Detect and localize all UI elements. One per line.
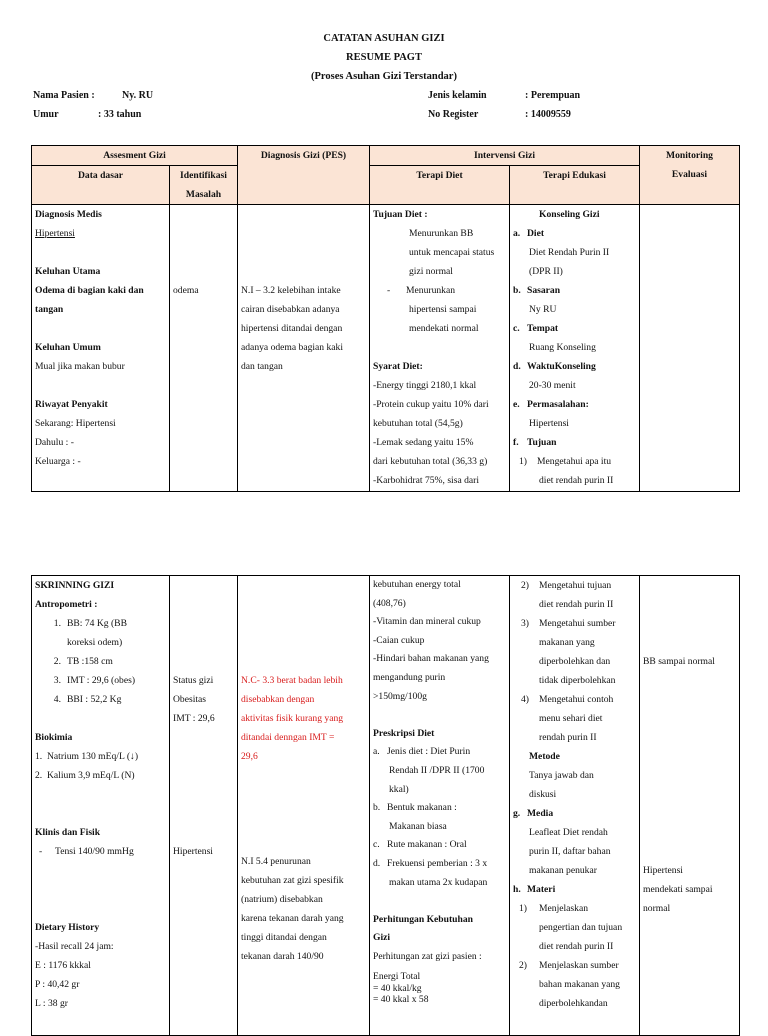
text-line: Perhitungan zat gizi pasien : xyxy=(373,950,482,962)
text-line: Odema di bagian kaki dan xyxy=(35,285,144,296)
evaluasi-label: Evaluasi xyxy=(671,169,708,180)
text-line: = 40 kkal/kg xyxy=(373,983,422,995)
text-line: Riwayat Penyakit xyxy=(35,399,108,410)
text-line: E : 1176 kkkal xyxy=(35,960,91,971)
text-line: Klinis dan Fisik xyxy=(35,827,101,838)
text-line: ditandai denngan IMT = xyxy=(241,732,335,743)
text-line: Keluhan Utama xyxy=(35,266,101,277)
diagnosis-cell xyxy=(238,205,370,492)
text-line: 3) Mengetahui sumber xyxy=(521,618,616,629)
text-line: Ny RU xyxy=(529,304,557,315)
terapi-diet-cell xyxy=(370,205,510,492)
text-line: hipertensi sampai xyxy=(409,304,477,315)
text-line: normal xyxy=(643,903,671,914)
text-line: 2. Kalium 3,9 mEq/L (N) xyxy=(35,770,135,781)
text-line: Diagnosis Medis xyxy=(35,209,102,220)
text-line: rendah purin II xyxy=(539,732,597,743)
diagnosis-header: Diagnosis Gizi (PES) xyxy=(238,146,370,205)
text-line: Diet Rendah Purin II xyxy=(529,247,610,258)
text-line: P : 40,42 gr xyxy=(35,979,80,990)
text-line: odema xyxy=(173,285,199,296)
text-line: -Vitamin dan mineral cukup xyxy=(373,616,481,628)
text-line: a. Jenis diet : Diet Purin xyxy=(373,746,471,758)
text-line: Ruang Konseling xyxy=(529,342,596,353)
text-line: 1. BB: 74 Kg (BB xyxy=(53,618,127,629)
text-line: 1. Natrium 130 mEq/L (↓) xyxy=(35,751,139,762)
patient-name-value: Ny. RU xyxy=(122,90,154,101)
text-line: Sekarang: Hipertensi xyxy=(35,418,116,429)
text-line: Dietary History xyxy=(35,922,100,933)
text-line: tidak diperbolehkan xyxy=(539,675,616,686)
monitoring-cell xyxy=(640,205,740,492)
identifikasi-label-2: Masalah xyxy=(185,189,222,200)
text-line: Leafleat Diet rendah xyxy=(529,827,608,838)
patient-sex-label: Jenis kelamin xyxy=(428,90,487,101)
patient-age-value: : 33 tahun xyxy=(98,109,142,120)
patient-age-label: Umur xyxy=(33,109,59,120)
text-line: Keluhan Umum xyxy=(35,342,101,353)
text-line: kkal) xyxy=(389,783,409,795)
form-title: CATATAN ASUHAN GIZI xyxy=(323,33,445,44)
text-line xyxy=(35,243,166,262)
text-line: tekanan darah 140/90 xyxy=(241,951,324,962)
text-line: N.I – 3.2 kelebihan intake xyxy=(241,285,341,296)
text-line: Energi Total xyxy=(373,971,421,983)
text-line: mendekati sampai xyxy=(643,884,713,895)
text-line: BB sampai normal xyxy=(643,656,715,667)
text-line: Preskripsi Diet xyxy=(373,727,435,739)
text-line: mendekati normal xyxy=(409,323,479,334)
monitoring-cell xyxy=(640,576,740,1036)
text-line: (natrium) disebabkan xyxy=(241,894,323,905)
form-subtitle-2: (Proses Asuhan Gizi Terstandar) xyxy=(311,71,457,82)
text-line: Rendah II /DPR II (1700 xyxy=(389,764,485,776)
text-line: Gizi xyxy=(373,932,391,944)
text-line xyxy=(35,319,166,338)
text-line: 2) Menjelaskan sumber xyxy=(519,960,619,971)
text-line: Hipertensi xyxy=(529,418,569,429)
text-line: Biokimia xyxy=(35,732,73,743)
text-line: d. WaktuKonseling xyxy=(513,361,596,372)
text-line: Antropometri : xyxy=(35,599,98,610)
text-line: koreksi odem) xyxy=(67,637,123,648)
text-line: Hipertensi xyxy=(173,846,213,857)
text-line: 20-30 menit xyxy=(529,380,576,391)
text-line: makanan penukar xyxy=(529,865,597,876)
identifikasi-cell xyxy=(170,205,238,492)
text-line: tangan xyxy=(35,304,64,315)
text-line: b. Sasaran xyxy=(513,285,561,296)
text-line: Hipertensi xyxy=(643,865,683,876)
text-line: -Protein cukup yaitu 10% dari xyxy=(373,399,489,410)
data-dasar-cell xyxy=(32,205,170,492)
text-line: b. Bentuk makanan : xyxy=(373,802,457,814)
text-line: cairan disebabkan adanya xyxy=(241,304,340,315)
text-line: Tanya jawab dan xyxy=(529,770,594,781)
text-line: f. Tujuan xyxy=(513,437,557,448)
text-line: tinggi ditandai dengan xyxy=(241,932,327,943)
identifikasi-header xyxy=(170,166,238,205)
text-line: aktivitas fisik kurang yang xyxy=(241,713,344,724)
text-line: IMT : 29,6 xyxy=(173,713,215,724)
text-line: Status gizi xyxy=(173,675,214,686)
text-line: d. Frekuensi pemberian : 3 x xyxy=(373,857,488,869)
text-line: -Hindari bahan makanan yang xyxy=(373,653,489,665)
text-line: diet rendah purin II xyxy=(539,475,614,486)
terapi-edukasi-cell xyxy=(510,205,640,492)
text-line xyxy=(35,376,166,395)
pagt-table-page-2 xyxy=(31,575,740,1036)
text-line: mengandung purin xyxy=(373,671,446,683)
text-line: Obesitas xyxy=(173,694,207,705)
text-line: -Karbohidrat 75%, sisa dari xyxy=(373,475,480,486)
text-line: SKRINNING GIZI xyxy=(35,580,115,591)
terapi-diet-header: Terapi Diet xyxy=(370,166,510,205)
text-line: menu sehari diet xyxy=(539,713,603,724)
identifikasi-label-1: Identifikasi xyxy=(180,170,227,181)
monitoring-label: Monitoring xyxy=(666,150,713,161)
text-line: makan utama 2x kudapan xyxy=(389,876,488,888)
text-line: diet rendah purin II xyxy=(539,599,614,610)
patient-register-label: No Register xyxy=(428,109,479,120)
pagt-table-page-1 xyxy=(31,145,740,492)
monitoring-header xyxy=(640,146,740,205)
patient-sex-value: : Perempuan xyxy=(525,90,581,101)
text-line: >150mg/100g xyxy=(373,690,427,702)
text-line: c. Rute makanan : Oral xyxy=(373,839,467,851)
text-line: 29,6 xyxy=(241,751,258,762)
terapi-edukasi-header: Terapi Edukasi xyxy=(510,166,640,205)
text-line: -Caian cukup xyxy=(373,634,425,646)
text-line: g. Media xyxy=(513,808,554,819)
text-line: adanya odema bagian kaki xyxy=(241,342,344,353)
text-line: L : 38 gr xyxy=(35,998,68,1009)
patient-register-value: : 14009559 xyxy=(525,109,571,120)
text-line: = 40 kkal x 58 xyxy=(373,994,429,1006)
terapi-diet-cell xyxy=(370,576,510,1036)
text-line: hipertensi ditandai dengan xyxy=(241,323,343,334)
text-line: - Tensi 140/90 mmHg xyxy=(39,846,134,857)
text-line: karena tekanan darah yang xyxy=(241,913,344,924)
text-line: gizi normal xyxy=(409,266,453,277)
text-line: Tujuan Diet : xyxy=(373,209,428,220)
text-line: Keluarga : - xyxy=(35,456,81,467)
text-line: -Hasil recall 24 jam: xyxy=(35,941,114,952)
text-line: a. Diet xyxy=(513,228,545,239)
text-line: N.I 5.4 penurunan xyxy=(241,856,311,867)
text-line: h. Materi xyxy=(513,884,556,895)
text-line: dari kebutuhan total (36,33 g) xyxy=(373,456,488,467)
text-line: diet rendah purin II xyxy=(539,941,614,952)
text-line: -Energy tinggi 2180,1 kkal xyxy=(373,380,477,391)
text-line: kebutuhan zat gizi spesifik xyxy=(241,875,344,886)
text-line: Hipertensi xyxy=(35,228,75,239)
diagnosis-cell xyxy=(238,576,370,1036)
text-line: 2) Mengetahui tujuan xyxy=(521,580,612,591)
text-line: 3. IMT : 29,6 (obes) xyxy=(53,675,136,686)
text-line: -Lemak sedang yaitu 15% xyxy=(373,437,474,448)
intervensi-header: Intervensi Gizi xyxy=(370,146,640,166)
text-line: Perhitungan Kebutuhan xyxy=(373,913,473,925)
text-line: e. Permasalahan: xyxy=(513,399,589,410)
form-subtitle: RESUME PAGT xyxy=(346,52,422,63)
text-line: untuk mencapai status xyxy=(409,247,495,258)
text-line: 4) Mengetahui contoh xyxy=(521,694,614,705)
text-line: diperbolehkandan xyxy=(539,998,608,1009)
text-line: pengertian dan tujuan xyxy=(539,922,623,933)
identifikasi-cell xyxy=(170,576,238,1036)
text-line: bahan makanan yang xyxy=(539,979,620,990)
text-line: (408,76) xyxy=(373,597,406,609)
skrinning-cell xyxy=(32,576,170,1036)
text-line: kebutuhan energy total xyxy=(373,579,461,590)
text-line: diskusi xyxy=(529,789,557,800)
text-line: c. Tempat xyxy=(513,323,559,334)
text-line: kebutuhan total (54,5g) xyxy=(373,418,463,429)
list-marker: - xyxy=(387,285,391,296)
text-line: 4. BBI : 52,2 Kg xyxy=(53,694,122,705)
text-line: Konseling Gizi xyxy=(539,209,600,220)
text-line: Dahulu : - xyxy=(35,437,74,448)
text-line: Menurunkan BB xyxy=(409,228,474,239)
patient-name-label: Nama Pasien : xyxy=(33,90,95,101)
assessment-header: Assesment Gizi xyxy=(32,146,238,166)
text-line: N.C- 3.3 berat badan lebih xyxy=(241,675,343,686)
text-line: makanan yang xyxy=(539,637,595,648)
text-line: Makanan biasa xyxy=(389,820,447,832)
data-dasar-header: Data dasar xyxy=(32,166,170,205)
text-line: (DPR II) xyxy=(529,266,563,277)
text-line: 2. TB :158 cm xyxy=(53,656,113,667)
text-line: 1) Menjelaskan xyxy=(519,903,589,914)
terapi-edukasi-cell xyxy=(510,576,640,1036)
text-line: - Menurunkan xyxy=(373,281,506,300)
text-line: purin II, daftar bahan xyxy=(529,846,611,857)
text-line: disebabkan dengan xyxy=(241,694,315,705)
text-line: Mual jika makan bubur xyxy=(35,361,125,372)
text-line: Metode xyxy=(529,751,560,762)
text-line: 1) Mengetahui apa itu xyxy=(519,456,612,467)
text-line: Syarat Diet: xyxy=(373,361,423,372)
text-line: diperbolehkan dan xyxy=(539,656,611,667)
text-line: dan tangan xyxy=(241,361,283,372)
